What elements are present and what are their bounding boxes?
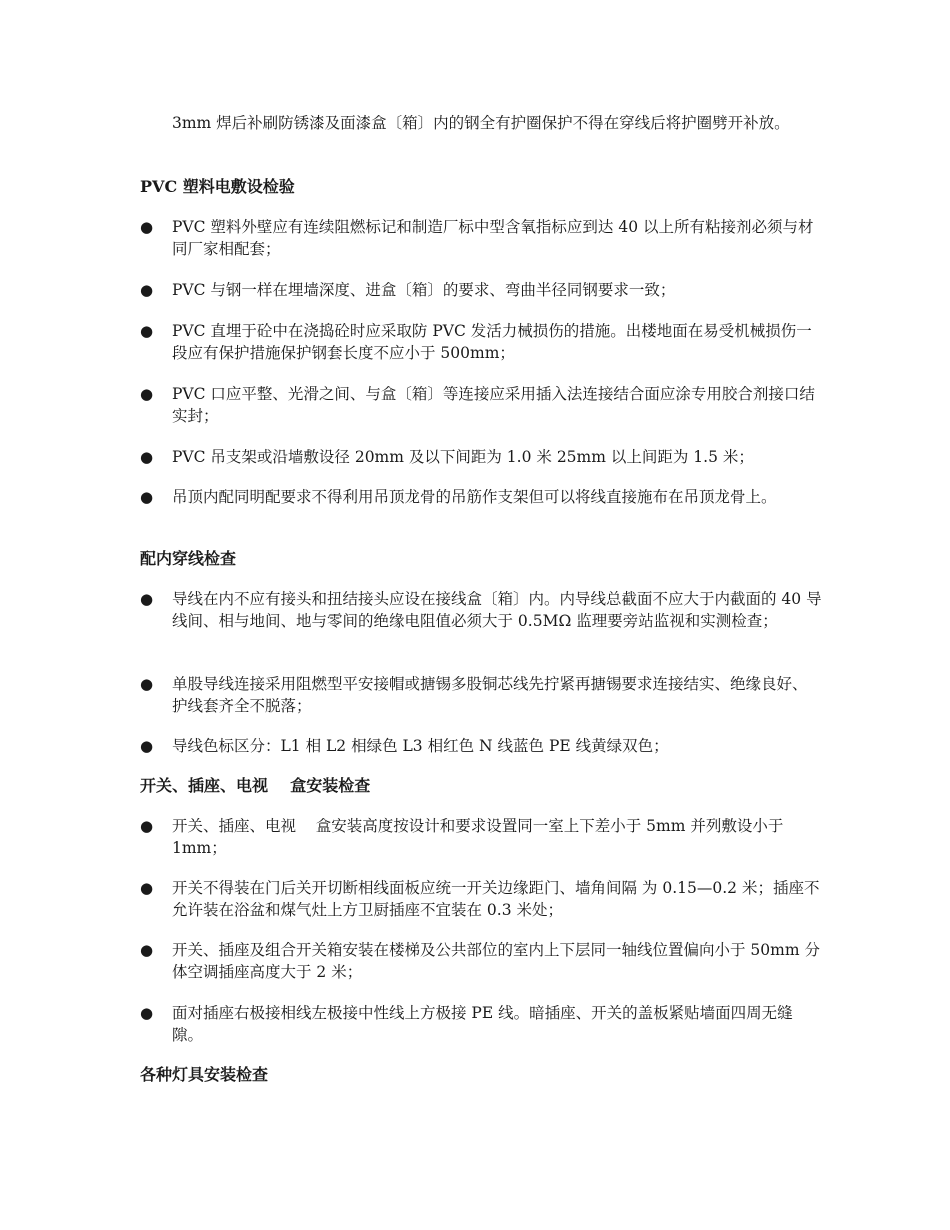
bullet-icon: ● xyxy=(140,1004,154,1022)
list-item: ● 单股导线连接采用阻燃型平安接帽或搪锡多股铜芯线先拧紧再搪锡要求连接结实、绝缘良好、护线套齐全不脱落； xyxy=(140,675,808,715)
bullet-icon: ● xyxy=(140,737,154,755)
bullet-icon: ● xyxy=(140,941,154,959)
list-item: ● 导线在内不应有接头和扭结接头应设在接线盒〔箱〕内。内导线总截面不应大于内截面的 40 导线间、相与地间、地与零间的绝缘电阻值必须大于 0.5MΩ 监理要旁站监视和实测检查； xyxy=(140,590,822,630)
list-item: ● 开关、插座及组合开关箱安装在楼梯及公共部位的室内上下层同一轴线位置偏向小于 50mm 分体空调插座高度大于 2 米； xyxy=(140,941,820,981)
bullet-icon: ● xyxy=(140,488,154,506)
bullet-icon: ● xyxy=(140,385,154,403)
list-item: ● PVC 直埋于砼中在浇捣砼时应采取防 PVC 发活力械损伤的措施。出楼地面在易受机械损伤一段应有保护措施保护钢套长度不应小于 500mm； xyxy=(140,322,812,362)
continued-paragraph: 3mm 焊后补刷防锈漆及面漆盒〔箱〕内的钢全有护圈保护不得在穿线后将护圈劈开补放。 xyxy=(172,114,790,132)
section-heading-pvc: PVC 塑料电敷设检验 xyxy=(140,177,295,196)
bullet-icon: ● xyxy=(140,879,154,897)
bullet-icon: ● xyxy=(140,675,154,693)
list-item: ● PVC 吊支架或沿墙敷设径 20mm 及以下间距为 1.0 米 25mm 以上间距为 1.5 米； xyxy=(140,448,754,466)
bullet-icon: ● xyxy=(140,590,154,608)
list-item: ● 面对插座右极接相线左极接中性线上方极接 PE 线。暗插座、开关的盖板紧贴墙面四周无缝隙。 xyxy=(140,1004,793,1044)
bullet-icon: ● xyxy=(140,218,154,236)
bullet-icon: ● xyxy=(140,322,154,340)
list-item: ● PVC 塑料外壁应有连续阻燃标记和制造厂标中型含氧指标应到达 40 以上所有粘接剂必须与材同厂家相配套； xyxy=(140,218,814,258)
bullet-icon: ● xyxy=(140,281,154,299)
bullet-icon: ● xyxy=(140,448,154,466)
list-item: ● 导线色标区分：L1 相 L2 相绿色 L3 相红色 N 线蓝色 PE 线黄绿双色； xyxy=(140,737,669,755)
list-item: ● 开关、插座、电视 盒安装高度按设计和要求设置同一室上下差小于 5mm 并列敷设小于 1mm； xyxy=(140,817,789,857)
bullet-icon: ● xyxy=(140,817,154,835)
section-heading-wiring: 配内穿线检查 xyxy=(140,549,237,568)
section-heading-switches: 开关、插座、电视 盒安装检查 xyxy=(140,776,371,795)
section-heading-lighting: 各种灯具安装检查 xyxy=(140,1065,269,1084)
list-item: ● 开关不得装在门后关开切断相线面板应统一开关边缘距门、墙角间隔 为 0.15—0.2 米；插座不允许装在浴盆和煤气灶上方卫厨插座不宜装在 0.3 米处； xyxy=(140,879,820,919)
list-item: ● 吊顶内配同明配要求不得利用吊顶龙骨的吊筋作支架但可以将线直接施布在吊顶龙骨上。 xyxy=(140,488,777,506)
list-item: ● PVC 口应平整、光滑之间、与盒〔箱〕等连接应采用插入法连接结合面应涂专用胶合剂接口结实封； xyxy=(140,385,815,425)
list-item: ● PVC 与钢一样在埋墙深度、进盒〔箱〕的要求、弯曲半径同钢要求一致； xyxy=(140,281,676,299)
